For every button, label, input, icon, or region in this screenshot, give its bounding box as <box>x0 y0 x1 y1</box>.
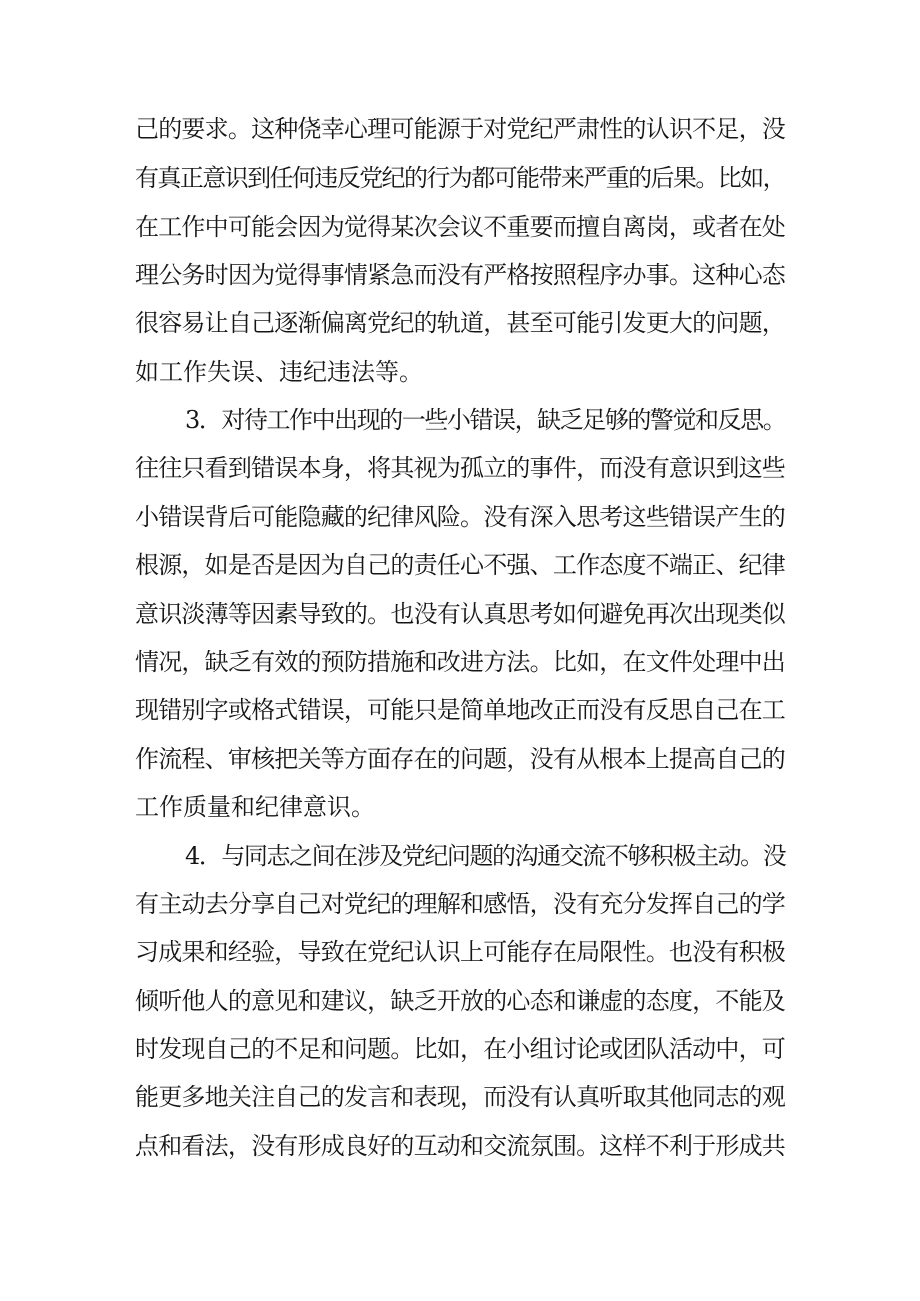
text-line: 点和看法，没有形成良好的互动和交流氛围。这样不利于形成共 <box>135 1132 785 1160</box>
text-line: 现错别字或格式错误，可能只是简单地改正而没有反思自己在工 <box>135 696 785 724</box>
text-line: 很容易让自己逐渐偏离党纪的轨道，甚至可能引发更大的问题， <box>135 309 785 337</box>
text-line: 有主动去分享自己对党纪的理解和感悟，没有充分发挥自己的学 <box>135 890 785 918</box>
text-line: 有真正意识到任何违反党纪的行为都可能带来严重的后果。比如， <box>135 164 785 192</box>
text-line: 在工作中可能会因为觉得某次会议不重要而擅自离岗，或者在处 <box>135 213 785 241</box>
text-line: 工作质量和纪律意识。 <box>135 793 375 821</box>
text-line: 3．对待工作中出现的一些小错误，缺乏足够的警觉和反思。 <box>185 406 786 434</box>
text-line: 习成果和经验，导致在党纪认识上可能存在局限性。也没有积极 <box>135 938 785 966</box>
text-line: 往往只看到错误本身，将其视为孤立的事件，而没有意识到这些 <box>135 454 785 482</box>
text-line: 能更多地关注自己的发言和表现，而没有认真听取其他同志的观 <box>135 1083 785 1111</box>
text-line: 己的要求。这种侥幸心理可能源于对党纪严肃性的认识不足，没 <box>135 115 785 143</box>
text-line: 情况，缺乏有效的预防措施和改进方法。比如，在文件处理中出 <box>135 648 785 676</box>
text-line: 倾听他人的意见和建议，缺乏开放的心态和谦虚的态度，不能及 <box>135 987 785 1015</box>
text-line: 如工作失误、违纪违法等。 <box>135 358 423 386</box>
text-line: 时发现自己的不足和问题。比如，在小组讨论或团队活动中，可 <box>135 1035 785 1063</box>
text-line: 4．与同志之间在涉及党纪问题的沟通交流不够积极主动。没 <box>185 842 786 870</box>
text-line: 小错误背后可能隐藏的纪律风险。没有深入思考这些错误产生的 <box>135 503 785 531</box>
text-line: 根源，如是否是因为自己的责任心不强、工作态度不端正、纪律 <box>135 551 785 579</box>
text-line: 作流程、审核把关等方面存在的问题，没有从根本上提高自己的 <box>135 745 785 773</box>
text-line: 理公务时因为觉得事情紧急而没有严格按照程序办事。这种心态 <box>135 261 785 289</box>
text-line: 意识淡薄等因素导致的。也没有认真思考如何避免再次出现类似 <box>135 600 785 628</box>
